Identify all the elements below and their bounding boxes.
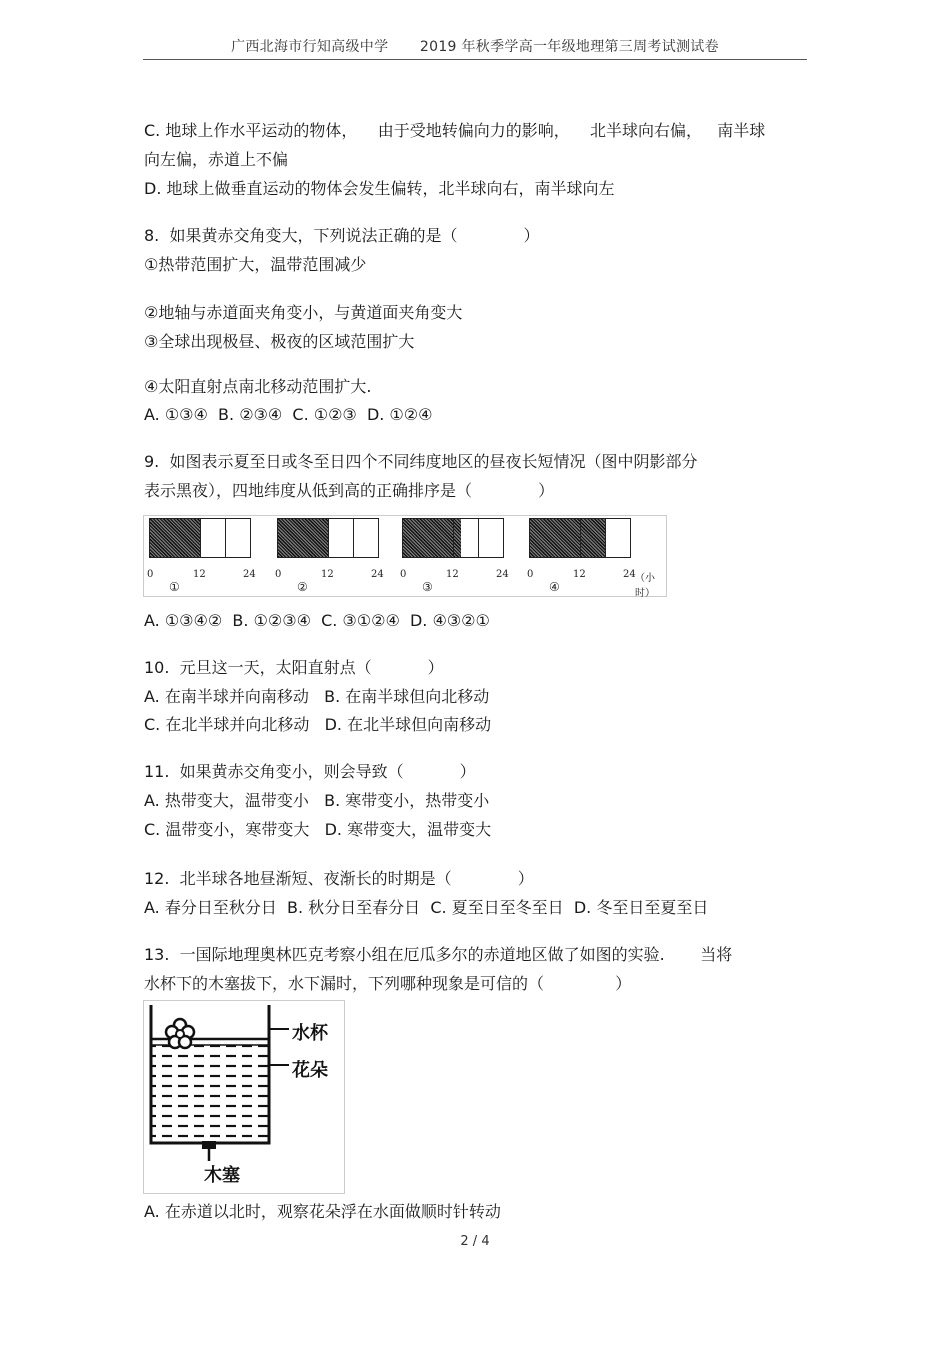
night-shading	[530, 519, 605, 557]
hour-tick-label: 12	[321, 569, 334, 580]
q8-item-4: ④太阳直射点南北移动范围扩大.	[144, 377, 372, 396]
bar-label: ④	[549, 580, 560, 594]
q8-item-2: ②地轴与赤道面夹角变小，与黄道面夹角变大	[144, 303, 463, 322]
header-rule	[143, 59, 807, 60]
hour-divider	[478, 519, 479, 557]
q9-stem-line1: 9. 如图表示夏至日或冬至日四个不同纬度地区的昼夜长短情况（图中阴影部分	[144, 452, 698, 471]
night-shading	[150, 519, 200, 557]
q10-options-ab: A. 在南半球并向南移动 B. 在南半球但向北移动	[144, 687, 490, 706]
hour-tick-label: 0	[400, 569, 407, 580]
q9-options: A. ①③④② B. ①②③④ C. ③①②④ D. ④③②①	[144, 611, 490, 630]
hour-divider	[353, 519, 354, 557]
day-night-bar-4	[529, 518, 631, 558]
plug-shape	[202, 1141, 216, 1149]
q10-options-cd: C. 在北半球并向北移动 D. 在北半球但向南移动	[144, 715, 492, 734]
day-night-figure	[143, 515, 667, 597]
bar-label: ③	[422, 580, 433, 594]
day-night-bar-3	[402, 518, 504, 558]
q13-stem-line2: 水杯下的木塞拔下，水下漏时，下列哪种现象是可信的（ ）	[144, 974, 632, 993]
hour-divider	[225, 519, 226, 557]
q8-item-1: ①热带范围扩大，温带范围减少	[144, 255, 367, 274]
q8-stem: 8. 如果黄赤交角变大，下列说法正确的是（ ）	[144, 226, 540, 245]
q13-stem-line1: 13. 一国际地理奥林匹克考察小组在厄瓜多尔的赤道地区做了如图的实验. 当将	[144, 945, 733, 964]
hour-tick-label: 24	[623, 569, 636, 580]
hour-tick-label: 0	[527, 569, 534, 580]
q7-option-c-line1: C. 地球上作水平运动的物体， 由于受地转偏向力的影响， 北半球向右偏， 南半球	[144, 121, 766, 140]
day-night-bar-2	[277, 518, 379, 558]
hour-divider	[200, 519, 201, 557]
hour-tick-label: 12	[573, 569, 586, 580]
page-number: 2 / 4	[460, 1234, 490, 1249]
night-shading	[278, 519, 328, 557]
q12-options: A. 春分日至秋分日 B. 秋分日至春分日 C. 夏至日至冬至日 D. 冬至日至夏至日	[144, 898, 709, 917]
school-name: 广西北海市行知高级中学	[231, 39, 389, 55]
flower-icon	[166, 1019, 194, 1048]
q13-option-a: A. 在赤道以北时，观察花朵浮在水面做顺时针转动	[144, 1202, 501, 1221]
q11-options-ab: A. 热带变大，温带变小 B. 寒带变小，热带变小	[144, 791, 490, 810]
hour-divider	[328, 519, 329, 557]
plug-label: 木塞	[204, 1165, 240, 1186]
exam-title: 2019 年秋季学高一年级地理第三周考试测试卷	[419, 39, 719, 55]
water-cup-figure	[143, 1000, 345, 1194]
bar-label: ①	[169, 580, 180, 594]
water-body	[151, 1041, 269, 1141]
q8-options: A. ①③④ B. ②③④ C. ①②③ D. ①②④	[144, 405, 433, 424]
bar-label: ②	[297, 580, 308, 594]
q10-stem: 10. 元旦这一天，太阳直射点（ ）	[144, 658, 444, 677]
hour-tick-label: 12	[446, 569, 459, 580]
hour-tick-label: 24	[496, 569, 509, 580]
hour-tick-label: 24	[243, 569, 256, 580]
q8-item-3: ③全球出现极昼、极夜的区域范围扩大	[144, 332, 415, 351]
day-night-bar-1	[149, 518, 251, 558]
hour-tick-label: 0	[275, 569, 282, 580]
hour-divider	[453, 519, 454, 557]
hour-divider	[605, 519, 606, 557]
cup-label: 水杯	[292, 1023, 328, 1044]
hour-tick-label: 12	[193, 569, 206, 580]
hour-unit-label: （小时）	[635, 573, 655, 599]
flower-label: 花朵	[292, 1060, 328, 1081]
q11-stem: 11. 如果黄赤交角变小，则会导致（ ）	[144, 762, 476, 781]
q9-stem-line2: 表示黑夜），四地纬度从低到高的正确排序是（ ）	[144, 481, 555, 500]
hour-tick-label: 24	[371, 569, 384, 580]
hour-divider	[580, 519, 581, 557]
q7-option-d: D. 地球上做垂直运动的物体会发生偏转，北半球向右，南半球向左	[144, 179, 615, 198]
q12-stem: 12. 北半球各地昼渐短、夜渐长的时期是（ ）	[144, 869, 534, 888]
q7-option-c-line2: 向左偏，赤道上不偏	[144, 150, 289, 169]
q11-options-cd: C. 温带变小，寒带变大 D. 寒带变大，温带变大	[144, 820, 492, 839]
page-header	[143, 36, 807, 56]
hour-tick-label: 0	[147, 569, 154, 580]
